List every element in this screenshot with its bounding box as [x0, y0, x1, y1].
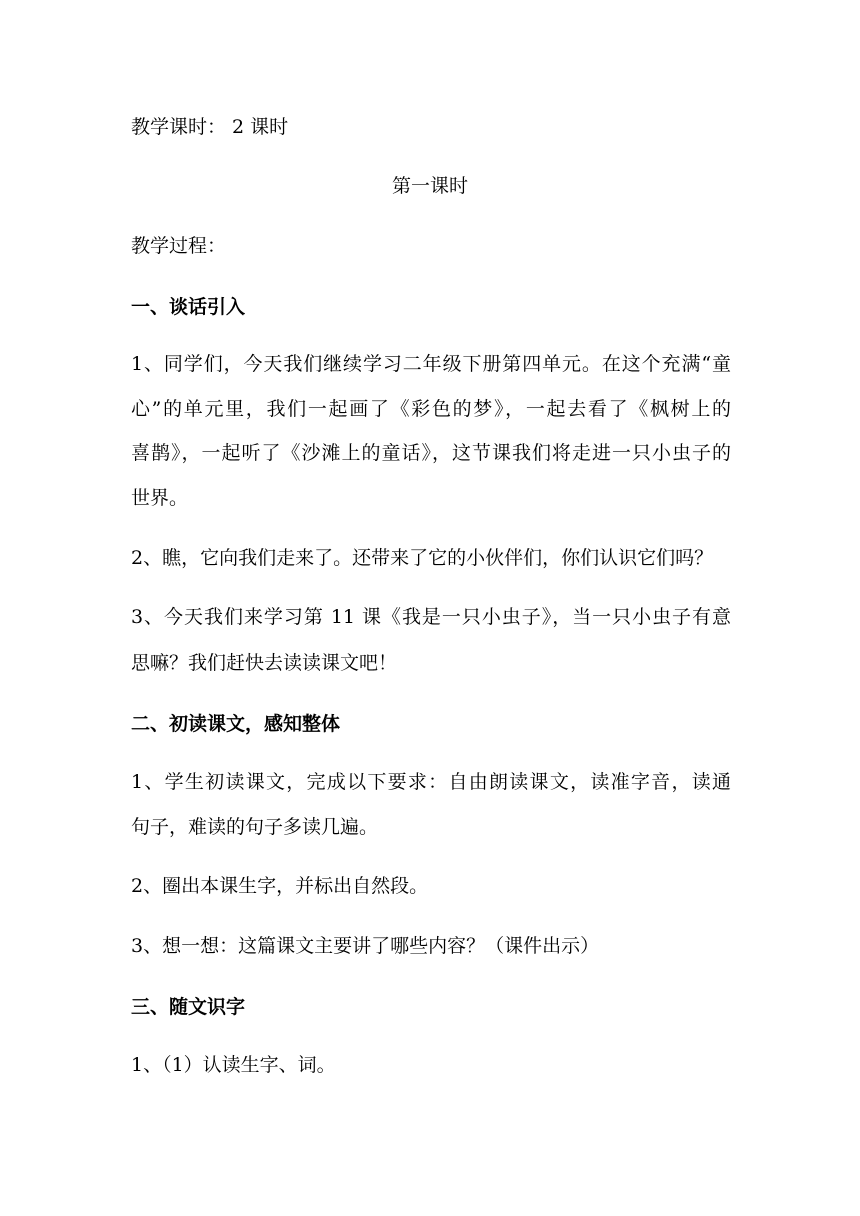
paragraph: 2、圈出本课生字，并标出自然段。 — [131, 875, 429, 897]
paragraph: 3、想一想：这篇课文主要讲了哪些内容？（课件出示） — [131, 935, 600, 957]
section-heading-1: 一、谈话引入 — [131, 296, 246, 318]
section-heading-2: 二、初读课文，感知整体 — [131, 713, 341, 735]
paragraph-line: 思嘛？我们赶快去读读课文吧！ — [131, 652, 398, 674]
paragraph-line: 1、学生初读课文，完成以下要求：自由朗读课文，读准字音，读通 — [131, 771, 731, 793]
paragraph-line: 1、同学们，今天我们继续学习二年级下册第四单元。在这个充满“童 — [131, 353, 731, 375]
paragraph-line: 世界。 — [131, 487, 189, 509]
paragraph: 1、（1）认读生字、词。 — [131, 1054, 336, 1076]
class-hours: 教学课时： 2 课时 — [131, 116, 289, 138]
paragraph-line: 心”的单元里，我们一起画了《彩色的梦》，一起去看了《枫树上的 — [131, 398, 731, 420]
paragraph: 2、瞧，它向我们走来了。还带来了它的小伙伴们，你们认识它们吗？ — [131, 547, 714, 569]
section-heading-3: 三、随文识字 — [131, 996, 246, 1018]
paragraph-line: 3、今天我们来学习第 11 课《我是一只小虫子》，当一只小虫子有意 — [131, 606, 731, 628]
paragraph-line: 句子，难读的句子多读几遍。 — [131, 816, 379, 838]
paragraph-line: 喜鹊》，一起听了《沙滩上的童话》，这节课我们将走进一只小虫子的 — [131, 442, 731, 464]
process-label: 教学过程： — [131, 235, 227, 257]
lesson-title: 第一课时 — [391, 175, 468, 197]
